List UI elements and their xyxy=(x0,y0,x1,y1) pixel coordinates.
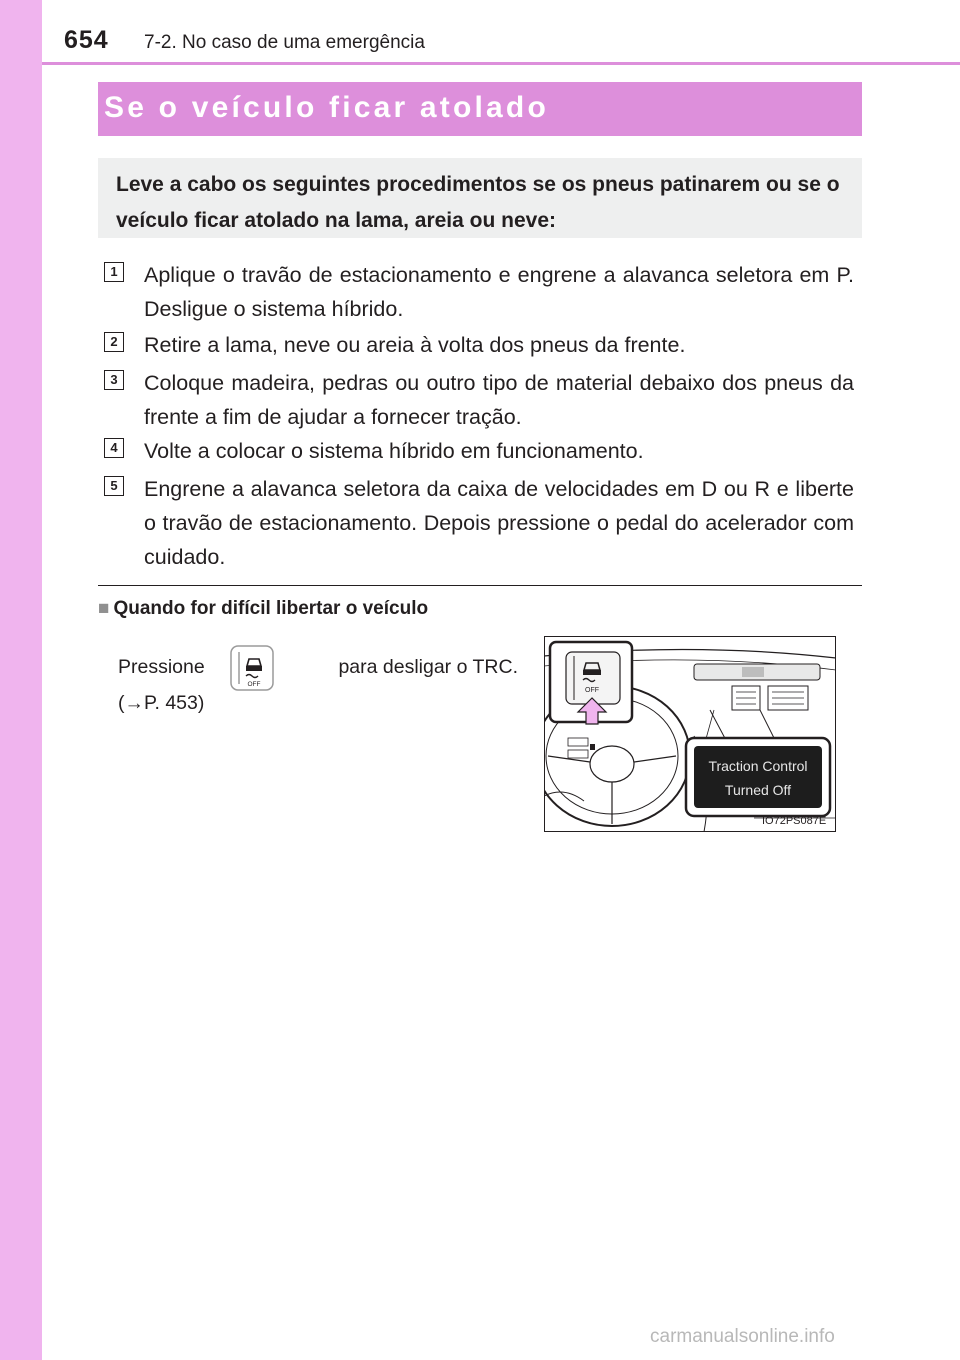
dashboard-illustration xyxy=(544,636,836,832)
display-message-line1: Traction Control xyxy=(708,758,808,774)
intro-text: Leve a cabo os seguintes procedimentos se os pneus patinarem ou se o veículo ficar atolado na lama, areia ou neve: xyxy=(116,173,840,232)
press-text-after: para desligar o TRC. xyxy=(338,656,518,678)
header-divider xyxy=(42,62,960,65)
step-text: Aplique o travão de estacionamento e engrene a alavanca seletora em P. Desligue o sistema híbrido. xyxy=(144,263,854,321)
subsection-heading xyxy=(98,598,428,620)
step-number-badge: 3 xyxy=(104,370,124,390)
square-bullet-icon: ■ xyxy=(98,598,110,619)
trc-button-label: OFF xyxy=(247,681,261,688)
step-number-badge: 5 xyxy=(104,476,124,496)
figure-code: IO72PS087E xyxy=(762,815,827,827)
callout-button-label: OFF xyxy=(585,687,599,694)
section-divider xyxy=(98,585,862,586)
step-text: Volte a colocar o sistema híbrido em funcionamento. xyxy=(144,439,644,463)
step-number-badge: 1 xyxy=(104,262,124,282)
section-title-bar xyxy=(98,82,862,136)
intro-box xyxy=(98,158,862,238)
step-text: Engrene a alavanca seletora da caixa de velocidades em D ou R e liberte o travão de estacionamento. Depois pressione o pedal do acelerador com cuidado. xyxy=(144,477,854,569)
page-reference: (→P. 453) xyxy=(118,692,205,714)
section-title: Se o veículo ficar atolado xyxy=(104,91,549,124)
step-text: Retire a lama, neve ou areia à volta dos pneus da frente. xyxy=(144,333,686,357)
display-message-line2: Turned Off xyxy=(724,782,792,798)
trc-off-button-icon xyxy=(228,644,276,692)
watermark: carmanualsonline.info xyxy=(650,1326,835,1347)
press-text-before: Pressione xyxy=(118,656,205,678)
side-tab-bar xyxy=(0,0,42,1360)
step-text: Coloque madeira, pedras ou outro tipo de material debaixo dos pneus da frente a fim de ajudar a fornecer tração. xyxy=(144,371,854,429)
subsection-heading-text: Quando for difícil libertar o veículo xyxy=(113,598,429,619)
step-number-badge: 4 xyxy=(104,438,124,458)
page-number: 654 xyxy=(64,26,109,54)
step-number-badge: 2 xyxy=(104,332,124,352)
chapter-title: 7-2. No caso de uma emergência xyxy=(144,32,425,53)
